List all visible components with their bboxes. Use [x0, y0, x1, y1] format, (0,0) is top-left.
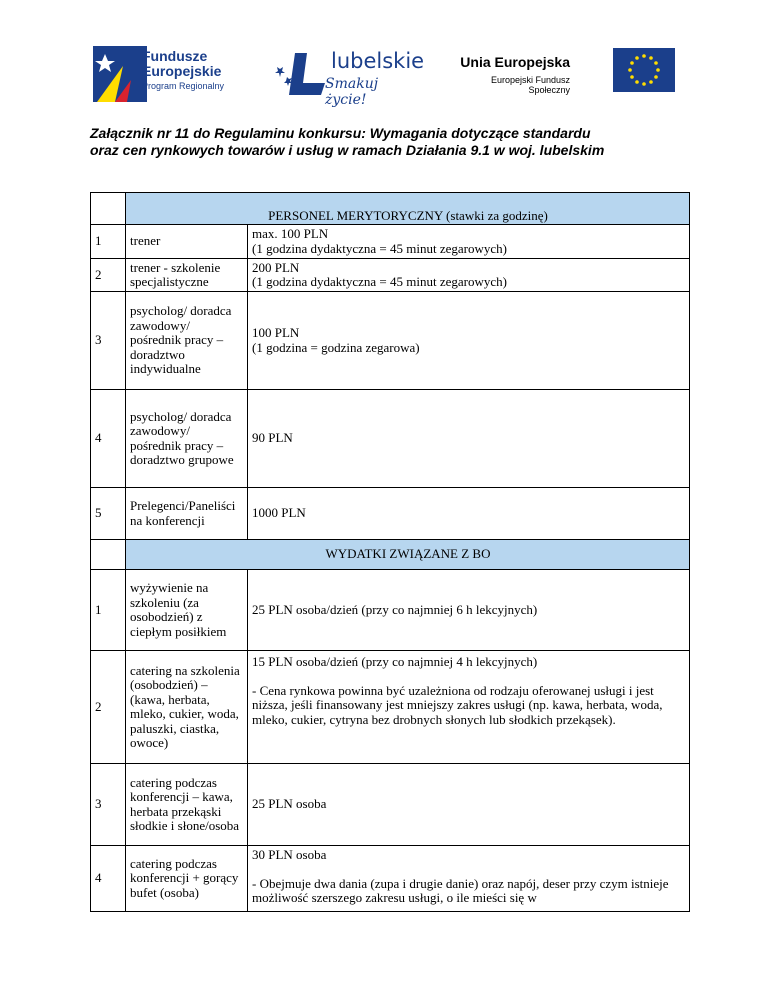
row-number: 1 [91, 570, 126, 651]
row-value: 30 PLN osoba - Obejmuje dwa dania (zupa i drugie danie) oraz napój, deser przy czym istnieje możliwość szerszego zakresu usługi, o ile mieści się w [248, 846, 690, 912]
row-description: psycholog/ doradca zawodowy/ pośrednik pracy – doradztwo indywidualne [126, 292, 248, 390]
section1-title: PERSONEL MERYTORYCZNY (stawki za godzinę) [126, 193, 690, 225]
row-number: 5 [91, 488, 126, 540]
row-description: catering na szkolenia (osobodzień) – (kawa, herbata, mleko, cukier, woda, paluszki, ciastka, owoce) [126, 651, 248, 764]
row-value: 25 PLN osoba/dzień (przy co najmniej 6 h lekcyjnych) [248, 570, 690, 651]
rates-table [90, 192, 690, 912]
row-number: 2 [91, 651, 126, 764]
lubelskie-slogan: Smakuj życie! [325, 76, 379, 108]
lubelskie-logo [273, 47, 425, 108]
row-number: 3 [91, 292, 126, 390]
row-value: 90 PLN [248, 390, 690, 488]
fundusze-europejskie-logo [90, 45, 270, 103]
row-description: Prelegenci/Paneliści na konferencji [126, 488, 248, 540]
row-value: 100 PLN (1 godzina = godzina zegarowa) [248, 292, 690, 390]
row-description: trener [126, 225, 248, 259]
fe-flag-icon [93, 46, 147, 102]
ue-title: Unia Europejska [460, 54, 570, 70]
row-number: 4 [91, 390, 126, 488]
row-description: catering podczas konferencji – kawa, herbata przekąski słodkie i słone/osoba [126, 764, 248, 846]
fe-line2: Europejskie [142, 63, 222, 79]
table-row [91, 764, 690, 846]
eu-flag-icon [613, 48, 675, 92]
row-number: 4 [91, 846, 126, 912]
logo-bar [90, 43, 680, 108]
table-row [91, 488, 690, 540]
document-heading [90, 125, 690, 159]
lubelskie-name: lubelskie [331, 49, 425, 73]
section2-title: WYDATKI ZWIĄZANE Z BO [126, 540, 690, 570]
row-value: max. 100 PLN (1 godzina dydaktyczna = 45 minut zegarowych) [248, 225, 690, 259]
row-number: 3 [91, 764, 126, 846]
row-description: wyżywienie na szkoleniu (za osobodzień) z ciepłym posiłkiem [126, 570, 248, 651]
row-number: 2 [91, 259, 126, 292]
table-row [91, 651, 690, 764]
row-description: trener - szkolenie specjalistyczne [126, 259, 248, 292]
row-value: 1000 PLN [248, 488, 690, 540]
table-row [91, 390, 690, 488]
table-row [91, 225, 690, 259]
fe-line3: Program Regionalny [142, 81, 225, 91]
ue-subtitle: Europejski Fundusz Społeczny [490, 75, 570, 95]
fe-line1: Fundusze [142, 48, 208, 64]
table-row [91, 846, 690, 912]
table-row [91, 292, 690, 390]
row-value: 200 PLN (1 godzina dydaktyczna = 45 minut zegarowych) [248, 259, 690, 292]
section-header-row [91, 540, 690, 570]
heading-line1: Załącznik nr 11 do Regulaminu konkursu: Wymagania dotyczące standardu [90, 125, 591, 141]
table-row [91, 259, 690, 292]
row-description: catering podczas konferencji + gorący bufet (osoba) [126, 846, 248, 912]
table-row [91, 570, 690, 651]
section-header-row [91, 193, 690, 225]
lubelskie-emblem-icon [273, 47, 333, 101]
row-value: 15 PLN osoba/dzień (przy co najmniej 4 h lekcyjnych) - Cena rynkowa powinna być uzależniona od rodzaju oferowanej usługi i jest niższa, jeśli finansowany jest mniejszy zakres usługi (np. kawa, herbata, woda, mleko, cukier, cytryna bez drobnych słonych lub słodkich przekąsek). [248, 651, 690, 764]
row-value: 25 PLN osoba [248, 764, 690, 846]
row-number: 1 [91, 225, 126, 259]
row-description: psycholog/ doradca zawodowy/ pośrednik pracy – doradztwo grupowe [126, 390, 248, 488]
heading-line2: oraz cen rynkowych towarów i usług w ramach Działania 9.1 w woj. lubelskim [90, 142, 605, 158]
